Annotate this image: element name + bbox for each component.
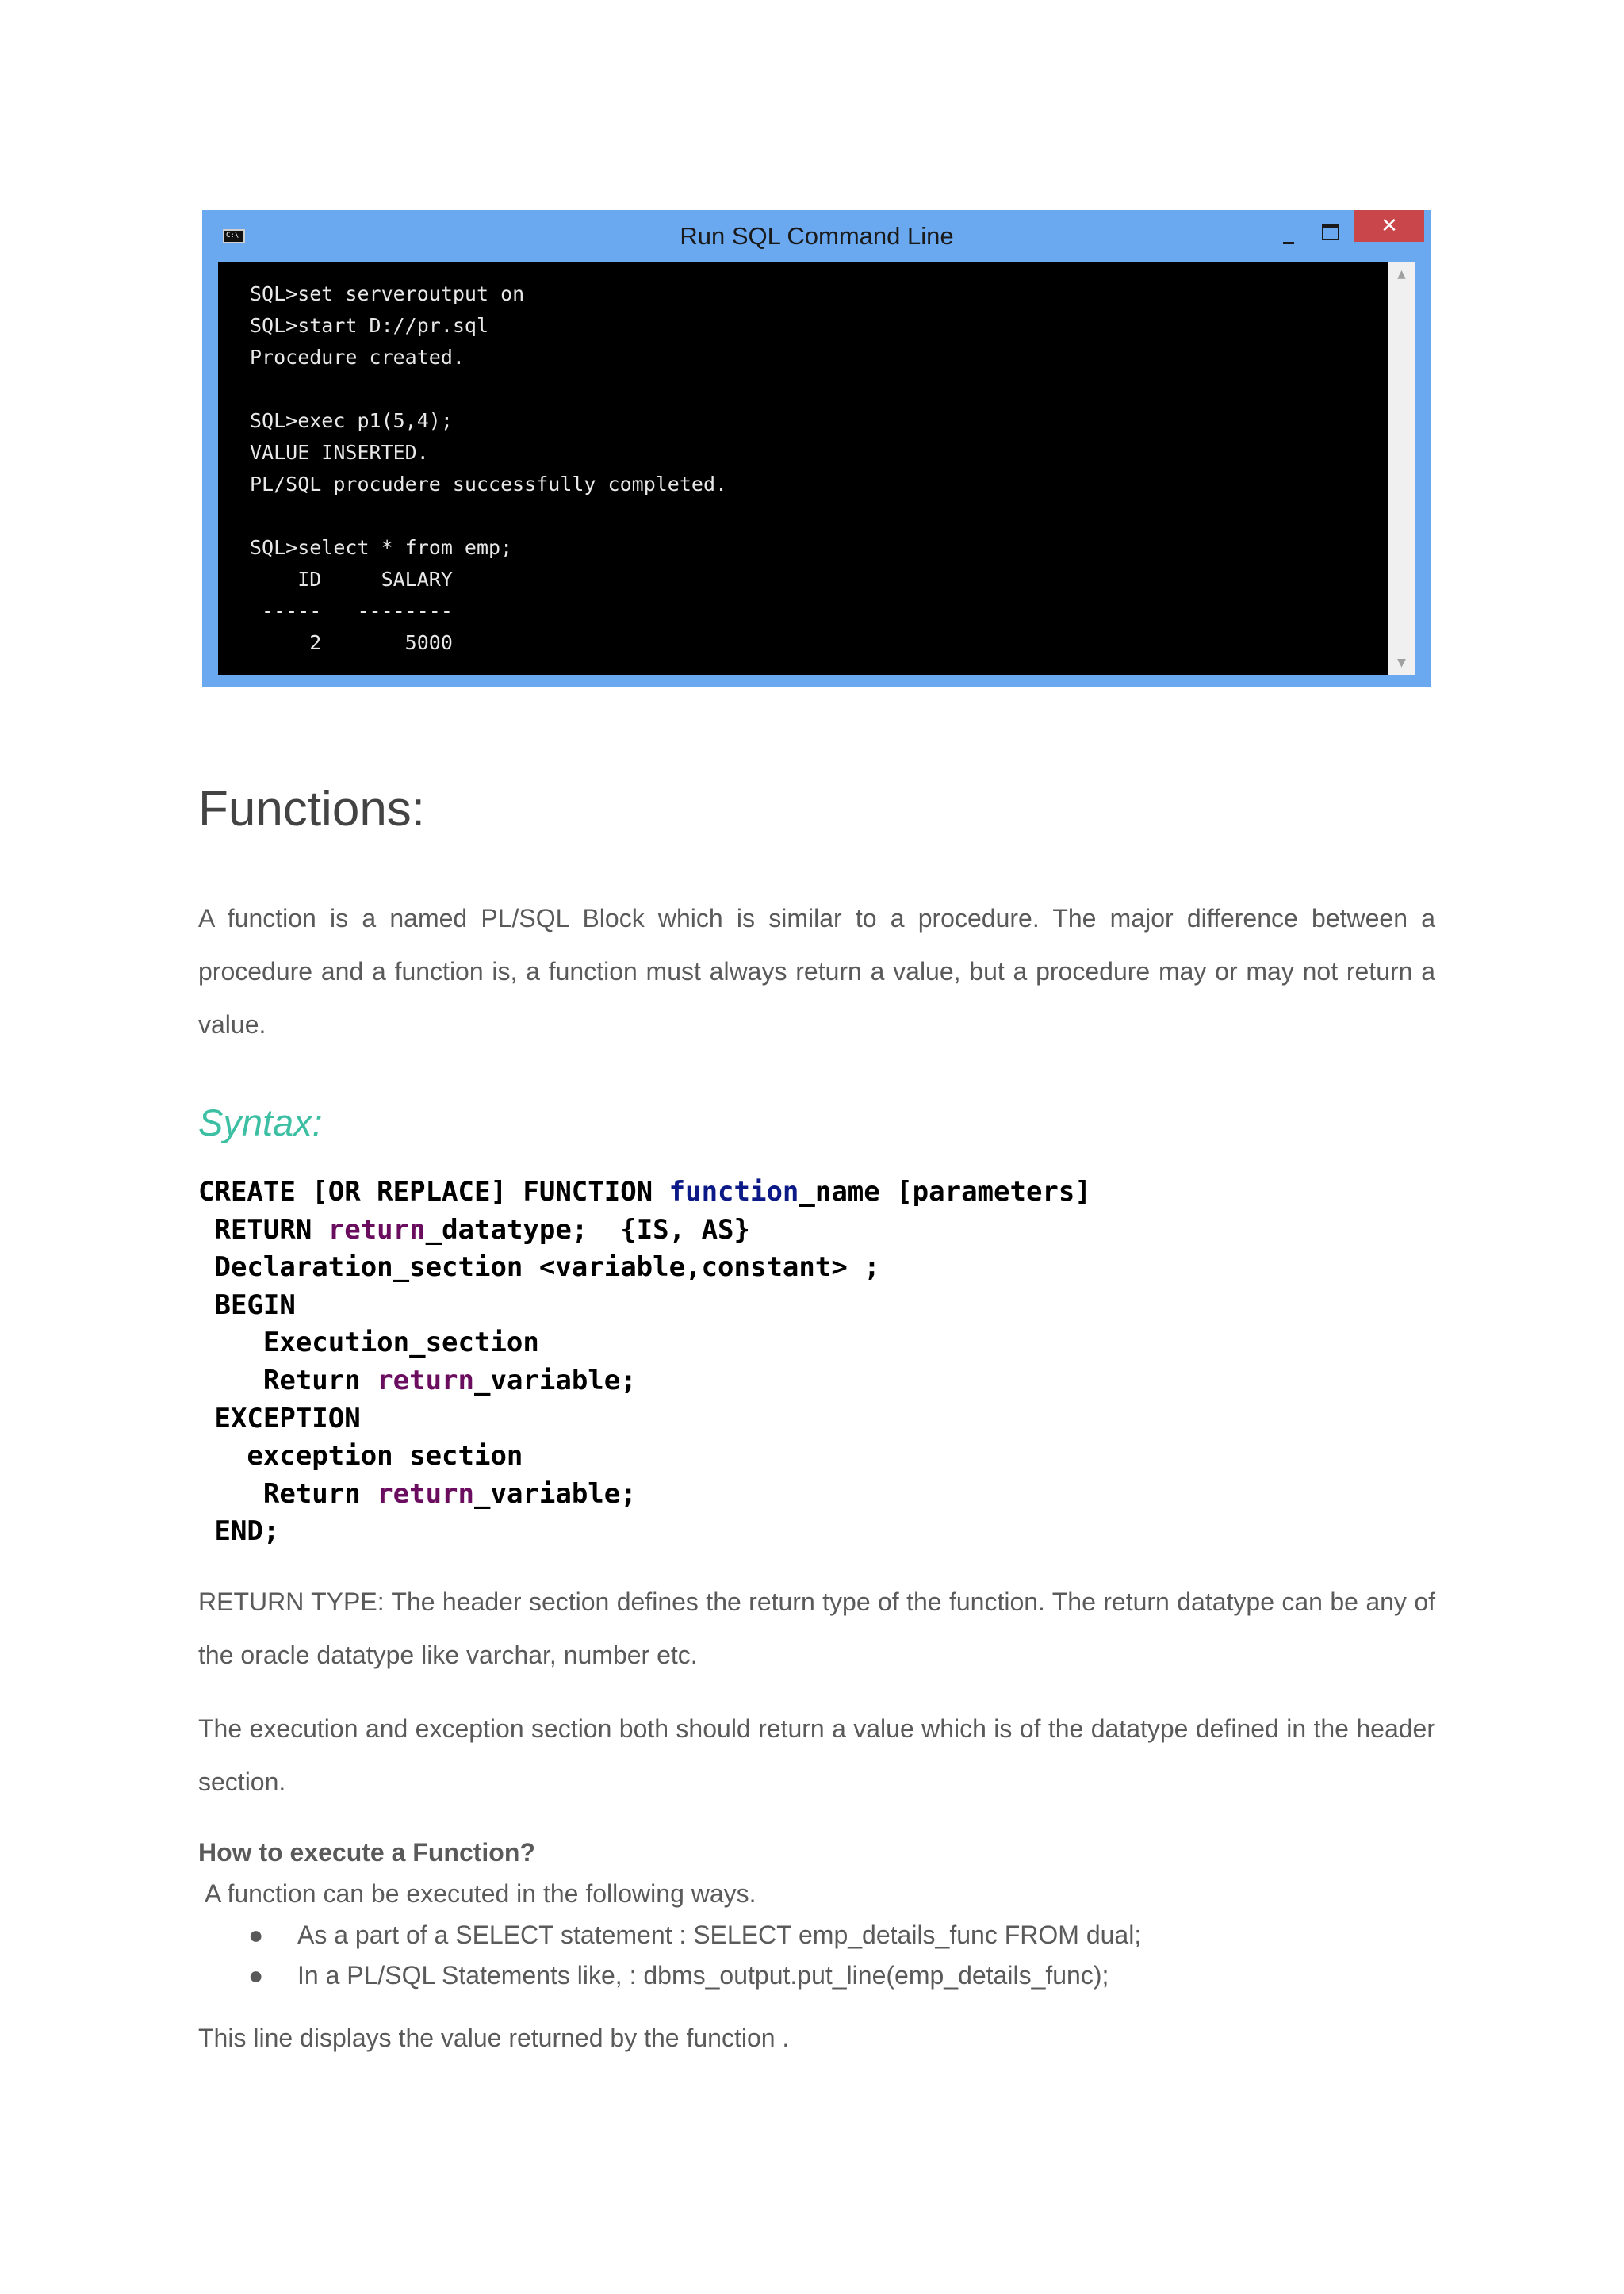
console-line: SQL>set serveroutput on — [250, 282, 525, 305]
code-line: exception section — [198, 1440, 523, 1473]
code-line: Execution_section — [198, 1327, 539, 1359]
console-app-icon: C:\ — [223, 229, 245, 243]
window-title: Run SQL Command Line — [680, 222, 954, 250]
minimize-icon[interactable] — [1277, 228, 1300, 251]
code-line: Return return_variable; — [198, 1364, 637, 1396]
execution-section-paragraph: The execution and exception section both should return a value which is of the datatype defined in the header section. — [198, 1714, 1435, 1796]
list-item-text: In a PL/SQL Statements like, : dbms_output.put_line(emp_details_func); — [297, 1961, 1109, 1990]
code-line: END; — [198, 1515, 280, 1548]
console-line — [250, 500, 1388, 532]
console-scrollbar[interactable] — [1388, 262, 1415, 675]
code-line: BEGIN — [198, 1289, 296, 1321]
syntax-heading: Syntax: — [198, 1101, 323, 1143]
console-line: SQL>select * from emp; — [250, 536, 513, 559]
console-line: Procedure created. — [250, 346, 465, 369]
console-output[interactable] — [218, 262, 1388, 675]
console-line: VALUE INSERTED. — [250, 441, 429, 464]
bullet-icon: ● — [248, 1961, 264, 1990]
maximize-icon[interactable] — [1322, 224, 1339, 240]
bullet-icon: ● — [248, 1921, 264, 1949]
execute-function-subheading: How to execute a Function? — [198, 1838, 535, 1867]
execute-intro-text: A function can be executed in the following ways. — [205, 1879, 756, 1908]
closing-text: This line displays the value returned by the function . — [198, 2024, 790, 2052]
section-heading: Functions: — [198, 782, 426, 837]
function-definition-paragraph: A function is a named PL/SQL Block which is similar to a procedure. The major difference between a procedure and a function is, a function must always return a value, but a procedure may or may not return a value. — [198, 904, 1435, 1039]
console-line: SQL>start D://pr.sql — [250, 314, 489, 337]
code-line: EXCEPTION — [198, 1402, 361, 1434]
console-line: SQL>exec p1(5,4); — [250, 409, 453, 432]
return-type-paragraph: RETURN TYPE: The header section defines the return type of the function. The return datatype can be any of the oracle datatype like varchar, number etc. — [198, 1587, 1435, 1669]
list-item-text: As a part of a SELECT statement : SELECT emp_details_func FROM dual; — [297, 1921, 1142, 1949]
scroll-up-arrow-icon[interactable]: ▲ — [1397, 268, 1406, 281]
code-line: CREATE [OR REPLACE] FUNCTION function_name [parameters] — [198, 1176, 1091, 1208]
console-line — [250, 373, 1388, 405]
syntax-code-block — [198, 1174, 1091, 1551]
console-line: PL/SQL procudere successfully completed. — [250, 473, 728, 496]
scroll-down-arrow-icon[interactable]: ▼ — [1397, 657, 1406, 669]
code-line: Declaration_section <variable,constant> ; — [198, 1251, 880, 1284]
close-icon[interactable]: ✕ — [1354, 210, 1424, 242]
code-line: Return return_variable; — [198, 1477, 637, 1510]
console-line: ----- -------- — [250, 599, 453, 622]
console-line: ID SALARY — [250, 568, 453, 591]
console-line: 2 5000 — [250, 631, 453, 654]
sql-command-window — [202, 210, 1431, 687]
code-line: RETURN return_datatype; {IS, AS} — [198, 1213, 750, 1246]
